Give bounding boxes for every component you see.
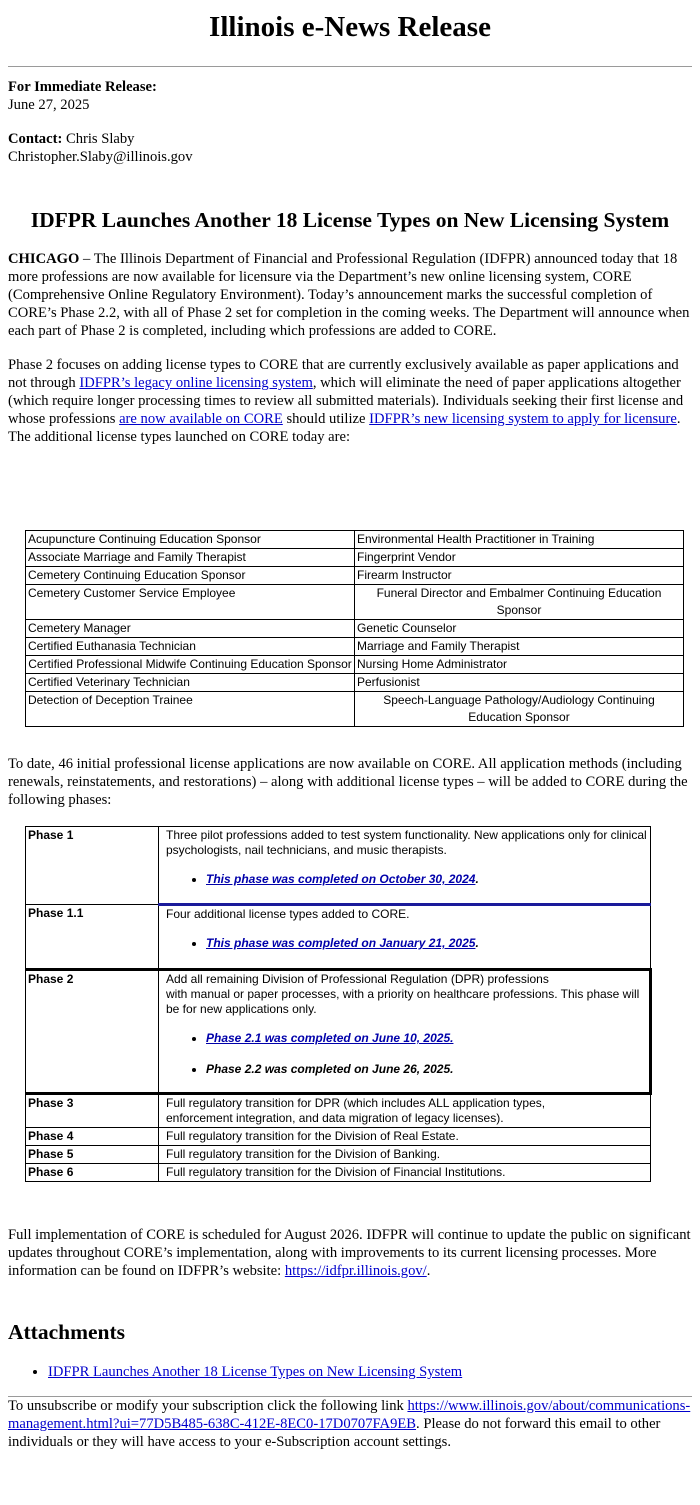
table-row bbox=[26, 1164, 651, 1182]
list-item: • This phase was completed on January 21, 2025. bbox=[206, 936, 648, 951]
subscription-management-link[interactable]: https://www.illinois.gov/about/communications-management.html?ui=77D5B485-638C-412E-8EC0-17D0707FA9EB bbox=[8, 1398, 691, 1432]
release-meta bbox=[8, 78, 692, 166]
phase-description: Three pilot professions added to test system functionality. New applications only for clinical psychologists, nail technicians, and music therapists. • This phase was completed on October 30, 2024. bbox=[159, 827, 651, 905]
phase2-paragraph: Phase 2 focuses on adding license types to CORE that are currently exclusively available as paper applications and not through IDFPR’s legacy online licensing system, which will eliminate the need of paper applications altogether (which require longer processing times to review all submitted materials). Individuals seeking their first license and whose professions are now available on CORE should utilize IDFPR’s new licensing system to apply for licensure. The additional license types launched on CORE today are: bbox=[8, 357, 684, 445]
list-item: • This phase was completed on October 30, 2024. bbox=[206, 872, 648, 887]
phase-description: Full regulatory transition for the Division of Banking. bbox=[159, 1146, 651, 1164]
table-cell: Cemetery Customer Service Employee bbox=[26, 585, 355, 620]
dateline: CHICAGO bbox=[8, 251, 80, 267]
list-item bbox=[48, 1363, 692, 1381]
table-cell: Genetic Counselor bbox=[355, 620, 684, 638]
license-types-table bbox=[25, 530, 684, 727]
phase-status-list bbox=[166, 872, 648, 887]
list-item: • Phase 2.2 was completed on June 26, 2025. bbox=[206, 1062, 647, 1077]
table-cell: Speech-Language Pathology/Audiology Continuing Education Sponsor bbox=[355, 692, 684, 727]
table-row bbox=[26, 638, 684, 656]
table-row bbox=[26, 692, 684, 727]
table-cell: Firearm Instructor bbox=[355, 567, 684, 585]
phase-label: Phase 1.1 bbox=[26, 905, 159, 970]
intro-paragraph: CHICAGO – The Illinois Department of Financial and Professional Regulation (IDFPR) announced today that 18 more professions are now available for licensure via the Department’s new online licensing system, CORE (Comprehensive Online Regulatory Environment). Today’s announcement marks the successful completion of CORE’s Phase 2.2, with all of Phase 2 set for completion in the coming weeks. The Department will announce when each part of Phase 2 is completed, including which professions are added to CORE. bbox=[8, 251, 690, 339]
idfpr-website-link[interactable]: https://idfpr.illinois.gov/ bbox=[284, 1263, 427, 1279]
phase-description: Full regulatory transition for the Division of Financial Institutions. bbox=[159, 1164, 651, 1182]
phase-description: Full regulatory transition for the Division of Real Estate. bbox=[159, 1128, 651, 1146]
contact-label: Contact: bbox=[8, 131, 63, 147]
table-row bbox=[26, 674, 684, 692]
phase-label: Phase 2 bbox=[26, 970, 159, 1094]
new-licensing-system-link[interactable]: IDFPR’s new licensing system to apply for licensure bbox=[369, 411, 677, 427]
table-row bbox=[26, 567, 684, 585]
phase-label: Phase 3 bbox=[26, 1094, 159, 1128]
phase-description: Four additional license types added to CORE. • This phase was completed on January 21, 2025. bbox=[159, 905, 651, 970]
table-cell: Detection of Deception Trainee bbox=[26, 692, 355, 727]
phases-table bbox=[25, 826, 652, 1182]
table-row bbox=[26, 620, 684, 638]
table-cell: Nursing Home Administrator bbox=[355, 656, 684, 674]
table-cell: Fingerprint Vendor bbox=[355, 549, 684, 567]
phase11-status-link[interactable]: This phase was completed on January 21, 2025 bbox=[206, 936, 476, 950]
table-cell: Certified Professional Midwife Continuing Education Sponsor bbox=[26, 656, 355, 674]
phase-label: Phase 6 bbox=[26, 1164, 159, 1182]
attachments-heading: Attachments bbox=[8, 1320, 126, 1344]
phase-description: Add all remaining Division of Professional Regulation (DPR) professions with manual or paper processes, with a priority on healthcare professions. This phase will be for new applications only. • Phase 2.1 was completed on June 10, 2025. • Phase 2.2 was completed on June 26, 2025. bbox=[159, 970, 651, 1094]
attachment-link[interactable]: IDFPR Launches Another 18 License Types on New Licensing System bbox=[48, 1364, 463, 1380]
release-date: June 27, 2025 bbox=[8, 97, 90, 113]
table-cell: Certified Euthanasia Technician bbox=[26, 638, 355, 656]
table-cell: Perfusionist bbox=[355, 674, 684, 692]
phase-label: Phase 4 bbox=[26, 1128, 159, 1146]
table-row bbox=[26, 1128, 651, 1146]
phase1-status-link[interactable]: This phase was completed on October 30, 2024 bbox=[206, 872, 476, 886]
table-cell: Marriage and Family Therapist bbox=[355, 638, 684, 656]
table-cell: Cemetery Continuing Education Sponsor bbox=[26, 567, 355, 585]
phase21-status-link[interactable]: Phase 2.1 was completed on June 10, 2025. bbox=[206, 1031, 454, 1045]
available-on-core-link[interactable]: are now available on CORE bbox=[119, 411, 283, 427]
table-row bbox=[26, 585, 684, 620]
legacy-system-link[interactable]: IDFPR’s legacy online licensing system bbox=[79, 375, 313, 391]
table-row bbox=[26, 1146, 651, 1164]
email-body bbox=[8, 0, 692, 446]
phase-label: Phase 1 bbox=[26, 827, 159, 905]
table-row bbox=[26, 531, 684, 549]
closing-section bbox=[8, 1226, 692, 1451]
table-cell: Associate Marriage and Family Therapist bbox=[26, 549, 355, 567]
list-item bbox=[206, 1031, 647, 1046]
phase-label: Phase 5 bbox=[26, 1146, 159, 1164]
table-row bbox=[26, 1094, 651, 1128]
attachments-list bbox=[8, 1363, 692, 1381]
table-row bbox=[26, 827, 651, 905]
table-row bbox=[26, 549, 684, 567]
contact-name: Chris Slaby bbox=[65, 131, 135, 147]
phase-status-list bbox=[166, 936, 648, 951]
table-cell: Funeral Director and Embalmer Continuing Education Sponsor bbox=[355, 585, 684, 620]
phases-intro-paragraph: To date, 46 initial professional license applications are now available on CORE. All application methods (including renewals, reinstatements, and restorations) – along with additional license types – will be added to CORE during the following phases: bbox=[8, 756, 688, 808]
table-cell: Environmental Health Practitioner in Training bbox=[355, 531, 684, 549]
table-cell: Certified Veterinary Technician bbox=[26, 674, 355, 692]
headline: IDFPR Launches Another 18 License Types on New Licensing System bbox=[30, 208, 670, 232]
unsubscribe-paragraph: To unsubscribe or modify your subscription click the following link https://www.illinois.gov/about/communications-management.html?ui=77D5B485-638C-412E-8EC0-17D0707FA9EB. Please do not forward this email to other individuals or they will have access to your e-Subscription account settings. bbox=[8, 1398, 691, 1450]
table-row bbox=[26, 905, 651, 970]
phase-status-list bbox=[166, 1031, 647, 1077]
table-cell: Cemetery Manager bbox=[26, 620, 355, 638]
contact-email: Christopher.Slaby@illinois.gov bbox=[8, 149, 193, 165]
release-label: For Immediate Release: bbox=[8, 79, 157, 95]
table-row bbox=[26, 970, 651, 1094]
table-cell: Acupuncture Continuing Education Sponsor bbox=[26, 531, 355, 549]
page-title: Illinois e-News Release bbox=[209, 11, 491, 43]
implementation-paragraph: Full implementation of CORE is scheduled for August 2026. IDFPR will continue to update the public on significant updates throughout CORE’s implementation, along with improvements to its current licensing processes. More information can be found on IDFPR’s website: https://idfpr.illinois.gov/. bbox=[8, 1227, 691, 1279]
table-row bbox=[26, 656, 684, 674]
header-divider bbox=[8, 66, 692, 67]
phase-description: Full regulatory transition for DPR (which includes ALL application types, enforcement integration, and data migration of legacy licenses). bbox=[159, 1094, 651, 1128]
